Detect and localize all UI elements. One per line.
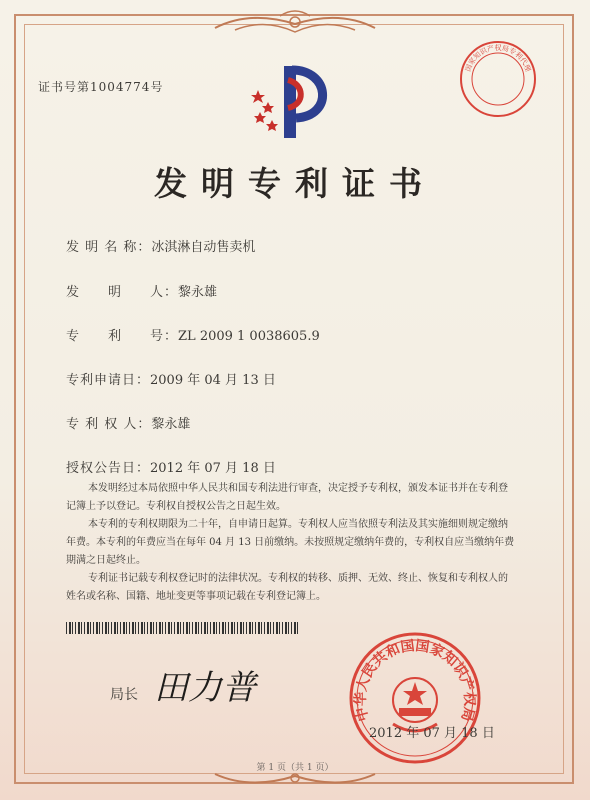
director-label: 局长 bbox=[110, 687, 138, 703]
patent-office-logo-icon bbox=[244, 60, 334, 144]
sign-date: 2012 年 07 月 18 日 bbox=[369, 726, 495, 741]
official-seal-icon bbox=[345, 628, 485, 768]
page-footer: 第 1 页（共 1 页） bbox=[256, 763, 334, 773]
field-grant-date: 授权公告日：2012 年 07 月 18 日 bbox=[66, 461, 276, 476]
field-application-date: 专利申请日：2009 年 04 月 13 日 bbox=[66, 373, 276, 388]
field-inventor: 发 明 人：黎永雄 bbox=[66, 285, 218, 300]
body-paragraph: 专利证书记载专利权登记时的法律状况。专利权的转移、质押、无效、终止、恢复和专利权人的姓名或名称、国籍、地址变更等事项记载在专利登记簿上。 bbox=[66, 573, 508, 602]
svg-text:国家知识产权局专利代理: 国家知识产权局专利代理 bbox=[464, 44, 532, 73]
body-paragraph: 本专利的专利权期限为二十年，自申请日起算。专利权人应当依照专利法及其实施细则规定缴纳年费。本专利的年费应当在每年 04 月 13 日前缴纳。未按照规定缴纳年费的，专利权自应当缴纳年费期满之日起终止。 bbox=[66, 519, 515, 566]
top-ornament-icon bbox=[205, 8, 385, 40]
agency-seal-icon bbox=[457, 38, 539, 120]
field-patent-number: 专 利 号：ZL 2009 1 0038605.9 bbox=[66, 329, 320, 344]
director-signature bbox=[150, 655, 280, 715]
certificate-body bbox=[66, 480, 516, 606]
field-invention-name: 发 明 名 称：冰淇淋自动售卖机 bbox=[66, 240, 256, 255]
svg-text:田力普: 田力普 bbox=[154, 668, 256, 708]
barcode bbox=[66, 622, 298, 634]
field-patentee: 专 利 权 人：黎永雄 bbox=[66, 417, 191, 432]
svg-text:中华人民共和国国家知识产权局: 中华人民共和国国家知识产权局 bbox=[352, 638, 478, 723]
body-paragraph: 本发明经过本局依照中华人民共和国专利法进行审查，决定授予专利权，颁发本证书并在专利登记簿上予以登记。专利权自授权公告之日起生效。 bbox=[66, 483, 508, 512]
certificate-number: 证书号第1004774号 bbox=[38, 80, 164, 94]
document-title: 发明专利证书 bbox=[154, 164, 436, 203]
